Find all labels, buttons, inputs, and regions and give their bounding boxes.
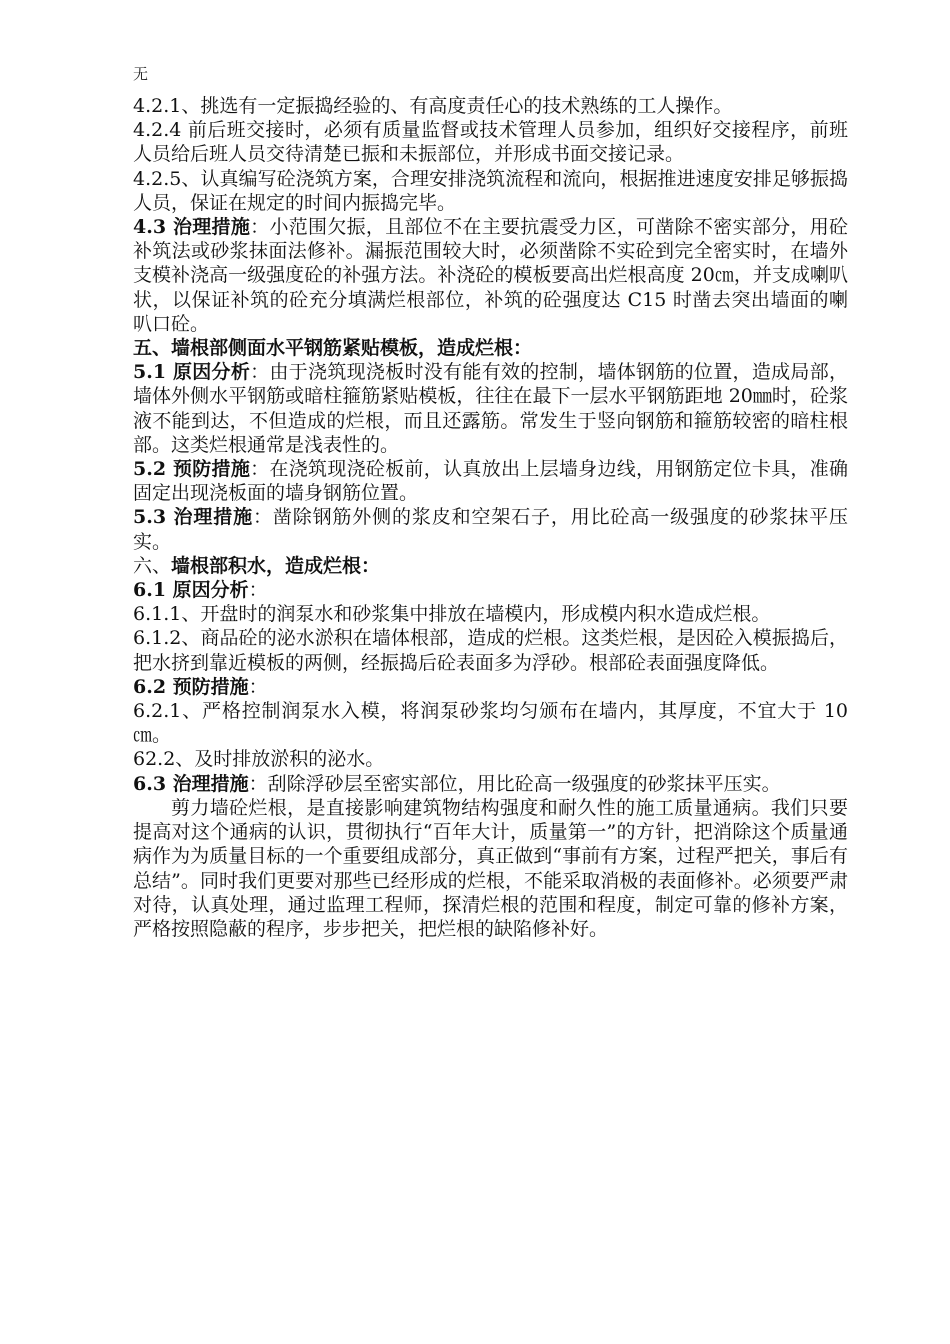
paragraph-6-2-1: 6.2.1、严格控制润泵水入模，将润泵砂浆均匀颁布在墙内，其厚度，不宜大于 10㎝。 (133, 700, 848, 747)
section-label-5-2: 5.2 预防措施 (133, 458, 251, 481)
section-heading-6-prefix: 六、 (133, 554, 172, 577)
section-text-6-3: ：刮除浮砂层至密实部位，用比砼高一级强度的砂浆抹平压实。 (248, 772, 781, 795)
paragraph-6-2 (133, 675, 848, 699)
section-label-4-3: 4.3 治理措施 (133, 216, 251, 239)
paragraph-4-3 (133, 215, 848, 336)
conclusion-paragraph: 剪力墙砼烂根，是直接影响建筑物结构强度和耐久性的施工质量通病。我们只要提高对这个通病的认识，贯彻执行“百年大计，质量第一”的方针，把消除这个质量通病作为为质量目标的一个重要组成部分，真正做到“事前有方案，过程严把关，事后有总结”。同时我们更要对那些已经形成的烂根，不能采取消极的表面修补。必须要严肃对待，认真处理，通过监理工程师，探清烂根的范围和程度，制定可靠的修补方案，严格按照隐蔽的程序，步步把关，把烂根的缺陷修补好。 (133, 796, 848, 940)
section-text-4-3: ：小范围欠振，且部位不在主要抗震受力区，可凿除不密实部分，用砼补筑法或砂浆抹面法修补。漏振范围较大时，必须凿除不实砼到完全密实时，在墙外支模补浇高一级强度砼的补强方法。补浇砼的模板要高出烂根高度 20㎝，并支成喇叭状，以保证补筑的砼充分填满烂根部位，补筑的砼强度达 C15 时凿去突出墙面的喇叭口砼。 (133, 216, 848, 335)
paragraph-6-3 (133, 772, 848, 796)
paragraph-5-2 (133, 457, 848, 505)
paragraph-6-1 (133, 578, 848, 602)
section-label-6-1: 6.1 原因分析 (133, 579, 249, 602)
paragraph-6-2-2: 62.2、及时排放淤积的泌水。 (133, 748, 385, 771)
paragraph-5-3 (133, 505, 848, 553)
section-heading-5: 五、墙根部侧面水平钢筋紧贴模板，造成烂根： (133, 337, 533, 360)
section-label-6-2: 6.2 预防措施 (133, 675, 249, 698)
section-heading-6 (133, 554, 848, 578)
section-text-5-2: ：在浇筑现浇砼板前，认真放出上层墙身边线，用钢筋定位卡具，准确固定出现浇板面的墙身钢筋位置。 (133, 458, 848, 505)
section-label-5-1: 5.1 原因分析 (133, 361, 251, 384)
section-heading-6-title: 墙根部积水，造成烂根： (171, 554, 381, 577)
paragraph-4-2-5: 4.2.5、认真编写砼浇筑方案，合理安排浇筑流程和流向，根据推进速度安排足够振捣人员，保证在规定的时间内振捣完毕。 (133, 167, 848, 214)
paragraph-6-1-1: 6.1.1、开盘时的润泵水和砂浆集中排放在墙模内，形成模内积水造成烂根。 (133, 603, 771, 626)
section-text-5-3: ：凿除钢筋外侧的浆皮和空架石子，用比砼高一级强度的砂浆抹平压实。 (133, 506, 848, 553)
paragraph-6-1-2: 6.1.2、商品砼的泌水淤积在墙体根部，造成的烂根。这类烂根，是因砼入模振捣后，把水挤到靠近模板的两侧，经振捣后砼表面多为浮砂。根部砼表面强度降低。 (133, 627, 848, 674)
section-text-5-1: ：由于浇筑现浇板时没有能有效的控制，墙体钢筋的位置，造成局部，墙体外侧水平钢筋或暗柱箍筋紧贴模板，往往在最下一层水平钢筋距地 20㎜时，砼浆液不能到达，不但造成的烂根，而且还露筋。常发生于竖向钢筋和箍筋较密的暗柱根部。这类烂根通常是浅表性的。 (133, 361, 848, 456)
header-mark: 无 (133, 65, 149, 83)
section-label-6-3: 6.3 治理措施 (133, 772, 249, 795)
section-text-6-1: ： (248, 579, 268, 602)
paragraph-5-1 (133, 360, 848, 457)
paragraph-4-2-4: 4.2.4 前后班交接时，必须有质量监督或技术管理人员参加，组织好交接程序，前班人员给后班人员交待清楚已振和未振部位，并形成书面交接记录。 (133, 119, 848, 166)
document-page (133, 64, 848, 941)
section-text-6-2: ： (248, 675, 268, 698)
section-label-5-3: 5.3 治理措施 (133, 506, 253, 529)
paragraph-4-2-1: 4.2.1、挑选有一定振捣经验的、有高度责任心的技术熟练的工人操作。 (133, 95, 733, 117)
